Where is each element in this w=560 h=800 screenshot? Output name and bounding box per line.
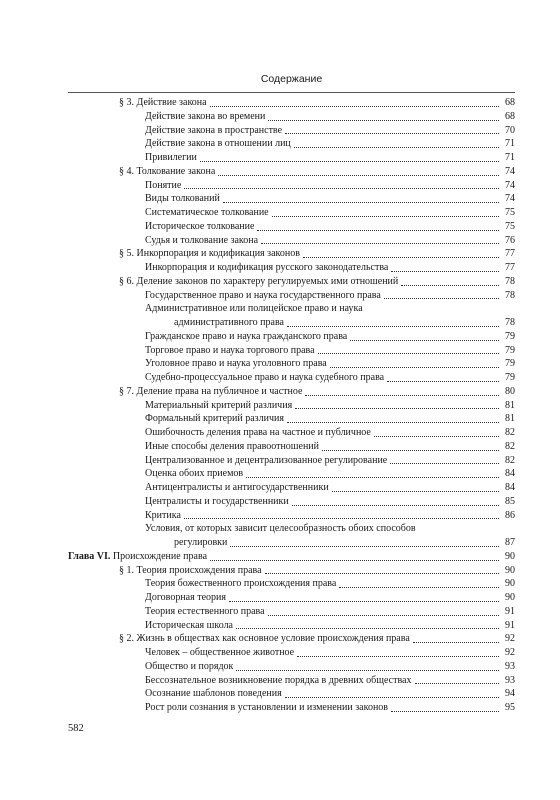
- dot-leader: [374, 436, 499, 437]
- entry-continuation: административного права: [174, 317, 284, 328]
- entry-page-number: 75: [505, 207, 515, 218]
- toc-entry[interactable]: [68, 412, 515, 426]
- dot-leader: [210, 106, 499, 107]
- dot-leader: [200, 161, 499, 162]
- dot-leader: [272, 216, 499, 217]
- entry-page-number: 87: [505, 537, 515, 548]
- subsection-title: Действие закона в пространстве: [145, 124, 283, 136]
- entry-page-number: 81: [505, 413, 515, 425]
- dot-leader: [292, 505, 499, 506]
- subsection-title: Привилегии: [145, 152, 197, 163]
- subsection-title: Действие закона в отношении лиц: [145, 138, 291, 150]
- section-title: § 1. Теория происхождения права: [119, 564, 262, 576]
- entry-page-number: 79: [505, 358, 515, 370]
- dot-leader: [246, 477, 499, 478]
- entry-page-number: 90: [505, 578, 515, 590]
- dot-leader: [265, 573, 499, 574]
- subsection-title: Виды толкований: [145, 193, 220, 205]
- dot-leader: [229, 601, 499, 602]
- dot-leader: [294, 147, 499, 148]
- subsection-title: Судья и толкование закона: [145, 234, 259, 246]
- toc-entry[interactable]: [68, 605, 515, 619]
- entry-page-number: 82: [505, 454, 515, 466]
- entry-page-number: 92: [505, 633, 515, 645]
- toc-entry[interactable]: [68, 289, 515, 303]
- entry-page-number: 77: [505, 262, 515, 273]
- dot-leader: [285, 133, 499, 134]
- entry-page-number: 86: [505, 509, 515, 521]
- entry-page-number: 71: [505, 152, 515, 163]
- subsection-title: Иные способы деления правоотношений: [145, 440, 319, 452]
- toc-entry[interactable]: [68, 137, 515, 151]
- dot-leader: [297, 656, 499, 657]
- dot-leader: [268, 120, 499, 121]
- toc-entry[interactable]: [68, 247, 515, 261]
- subsection-title: Материальный критерий различия: [145, 399, 293, 411]
- dot-leader: [413, 642, 499, 643]
- entry-page-number: 78: [505, 289, 515, 301]
- dot-leader: [184, 188, 499, 189]
- subsection-title: Систематическое толкование: [145, 207, 269, 218]
- toc-entry[interactable]: [68, 619, 515, 633]
- subsection-title: Условия, от которых зависит целесообразность обоих способов: [145, 523, 416, 535]
- dot-leader: [390, 463, 499, 464]
- entry-page-number: 85: [505, 495, 515, 507]
- dot-leader: [257, 230, 499, 231]
- dot-leader: [401, 285, 499, 286]
- subsection-title: Торговое право и наука торгового права: [145, 344, 315, 356]
- toc-entry[interactable]: [68, 234, 515, 248]
- subsection-title: Уголовное право и наука уголовного права: [145, 358, 327, 370]
- toc-entry[interactable]: [68, 454, 515, 468]
- entry-continuation: регулировки: [174, 537, 228, 548]
- dot-leader: [350, 340, 499, 341]
- entry-page-number: 91: [505, 619, 515, 631]
- entry-page-number: 92: [505, 647, 515, 658]
- chapter-label: Глава VI.: [68, 550, 111, 562]
- entry-page-number: 94: [505, 688, 515, 700]
- dot-leader: [305, 395, 499, 396]
- entry-page-number: 79: [505, 330, 515, 342]
- section-title: § 6. Деление законов по характеру регулируемых ими отношений: [119, 275, 399, 287]
- dot-leader: [236, 628, 499, 629]
- subsection-title: Централисты и государственники: [145, 495, 289, 507]
- dot-leader: [387, 381, 499, 382]
- subsection-title: Рост роли сознания в установлении и изменении законов: [145, 702, 389, 713]
- table-of-contents: [68, 96, 515, 715]
- entry-page-number: 71: [505, 138, 515, 150]
- subsection-title: Бессознательное возникновение порядка в древних обществах: [145, 674, 412, 686]
- entry-page-number: 79: [505, 344, 515, 356]
- toc-entry[interactable]: [68, 467, 515, 481]
- toc-entry[interactable]: [68, 632, 515, 646]
- toc-entry[interactable]: [68, 220, 515, 234]
- entry-page-number: 74: [505, 165, 515, 177]
- toc-entry[interactable]: [68, 110, 515, 124]
- subsection-title: Общество и порядок: [145, 660, 234, 672]
- entry-page-number: 77: [505, 248, 515, 260]
- entry-page-number: 90: [505, 564, 515, 576]
- section-title: § 7. Деление права на публичное и частное: [119, 385, 303, 397]
- entry-page-number: 80: [505, 385, 515, 397]
- entry-page-number: 78: [505, 317, 515, 328]
- dot-leader: [268, 615, 499, 616]
- entry-page-number: 68: [505, 110, 515, 122]
- dot-leader: [318, 353, 499, 354]
- dot-leader: [295, 408, 499, 409]
- dot-leader: [287, 422, 499, 423]
- toc-entry[interactable]: [68, 192, 515, 206]
- entry-page-number: 90: [505, 592, 515, 603]
- dot-leader: [287, 326, 499, 327]
- header-rule: [68, 92, 515, 93]
- entry-page-number: 70: [505, 124, 515, 136]
- section-title: § 2. Жизнь в обществах как основное условие происхождения права: [119, 633, 410, 645]
- dot-leader: [218, 175, 499, 176]
- toc-entry[interactable]: [68, 591, 515, 605]
- subsection-title: Понятие: [145, 179, 182, 191]
- toc-entry[interactable]: [68, 206, 515, 220]
- chapter-title: [68, 550, 207, 564]
- page-number: 582: [68, 723, 84, 734]
- dot-leader: [230, 546, 499, 547]
- toc-entry[interactable]: [68, 179, 515, 193]
- entry-page-number: 93: [505, 674, 515, 686]
- subsection-title: Гражданское право и наука гражданского права: [145, 330, 348, 342]
- toc-entry[interactable]: [68, 165, 515, 179]
- section-title: § 3. Действие закона: [119, 97, 207, 108]
- dot-leader: [184, 518, 499, 519]
- entry-page-number: 75: [505, 220, 515, 232]
- entry-page-number: 74: [505, 179, 515, 191]
- toc-entry[interactable]: [68, 660, 515, 674]
- section-title: § 5. Инкорпорация и кодификация законов: [119, 248, 300, 260]
- toc-entry[interactable]: [68, 550, 515, 564]
- running-head: Содержание: [260, 73, 323, 85]
- toc-entry[interactable]: [68, 509, 515, 523]
- toc-entry[interactable]: [68, 275, 515, 289]
- toc-entry[interactable]: [68, 522, 515, 550]
- toc-entry[interactable]: [68, 357, 515, 371]
- toc-entry[interactable]: [68, 330, 515, 344]
- dot-leader: [391, 711, 499, 712]
- toc-entry[interactable]: [68, 302, 515, 330]
- entry-page-number: 81: [505, 399, 515, 411]
- subsection-title: Осознание шаблонов поведения: [145, 688, 282, 700]
- dot-leader: [415, 683, 500, 684]
- entry-page-number: 93: [505, 660, 515, 672]
- toc-entry[interactable]: [68, 151, 515, 165]
- entry-page-number: 68: [505, 97, 515, 108]
- toc-entry[interactable]: [68, 577, 515, 591]
- entry-page-number: 84: [505, 468, 515, 480]
- entry-page-number: 76: [505, 234, 515, 246]
- entry-page-number: 95: [505, 702, 515, 713]
- subsection-title: Инкорпорация и кодификация русского законодательства: [145, 262, 389, 273]
- entry-page-number: 79: [505, 372, 515, 383]
- toc-entry[interactable]: [68, 385, 515, 399]
- toc-entry[interactable]: [68, 124, 515, 138]
- dot-leader: [339, 587, 499, 588]
- subsection-title: Теория естественного права: [145, 605, 265, 617]
- subsection-title: Теория божественного происхождения права: [145, 578, 337, 590]
- toc-entry[interactable]: [68, 96, 515, 110]
- subsection-title: Судебно-процессуальное право и наука судебного права: [145, 372, 385, 383]
- toc-entry[interactable]: [68, 344, 515, 358]
- entry-page-number: 74: [505, 193, 515, 205]
- subsection-title: Антицентралисты и антигосударственники: [145, 482, 329, 493]
- section-title: § 4. Толкование закона: [119, 165, 216, 177]
- subsection-title: Договорная теория: [145, 592, 226, 603]
- entry-page-number: 78: [505, 275, 515, 287]
- dot-leader: [322, 450, 499, 451]
- subsection-title: Оценка обоих приемов: [145, 468, 244, 480]
- toc-entry[interactable]: [68, 440, 515, 454]
- subsection-title: Административное или полицейское право и наука: [145, 303, 363, 315]
- toc-entry[interactable]: [68, 687, 515, 701]
- toc-entry[interactable]: [68, 646, 515, 660]
- entry-page-number: 82: [505, 440, 515, 452]
- toc-entry[interactable]: [68, 564, 515, 578]
- dot-leader: [303, 257, 499, 258]
- subsection-title: Централизованное и децентрализованное регулирование: [145, 454, 388, 466]
- dot-leader: [391, 271, 499, 272]
- subsection-title: Критика: [145, 509, 181, 521]
- subsection-title: Государственное право и наука государственного права: [145, 289, 381, 301]
- toc-entry[interactable]: [68, 674, 515, 688]
- toc-entry[interactable]: [68, 426, 515, 440]
- subsection-title: Формальный критерий различия: [145, 413, 284, 425]
- entry-page-number: 91: [505, 605, 515, 617]
- chapter-name: Происхождение права: [112, 550, 208, 562]
- dot-leader: [236, 670, 499, 671]
- dot-leader: [223, 202, 499, 203]
- subsection-title: Человек – общественное животное: [145, 647, 295, 658]
- dot-leader: [384, 298, 499, 299]
- dot-leader: [332, 491, 499, 492]
- dot-leader: [210, 560, 499, 561]
- entry-page-number: 90: [505, 550, 515, 562]
- subsection-title: Действие закона во времени: [145, 110, 266, 122]
- entry-page-number: 82: [505, 427, 515, 438]
- toc-entry[interactable]: [68, 701, 515, 715]
- toc-entry[interactable]: [68, 399, 515, 413]
- toc-entry[interactable]: [68, 495, 515, 509]
- toc-entry[interactable]: [68, 481, 515, 495]
- entry-page-number: 84: [505, 482, 515, 493]
- subsection-title: Историческая школа: [145, 619, 233, 631]
- dot-leader: [261, 243, 499, 244]
- toc-entry[interactable]: [68, 371, 515, 385]
- subsection-title: Ошибочность деления права на частное и публичное: [145, 427, 371, 438]
- toc-entry[interactable]: [68, 261, 515, 275]
- dot-leader: [330, 367, 499, 368]
- dot-leader: [285, 697, 499, 698]
- subsection-title: Историческое толкование: [145, 220, 255, 232]
